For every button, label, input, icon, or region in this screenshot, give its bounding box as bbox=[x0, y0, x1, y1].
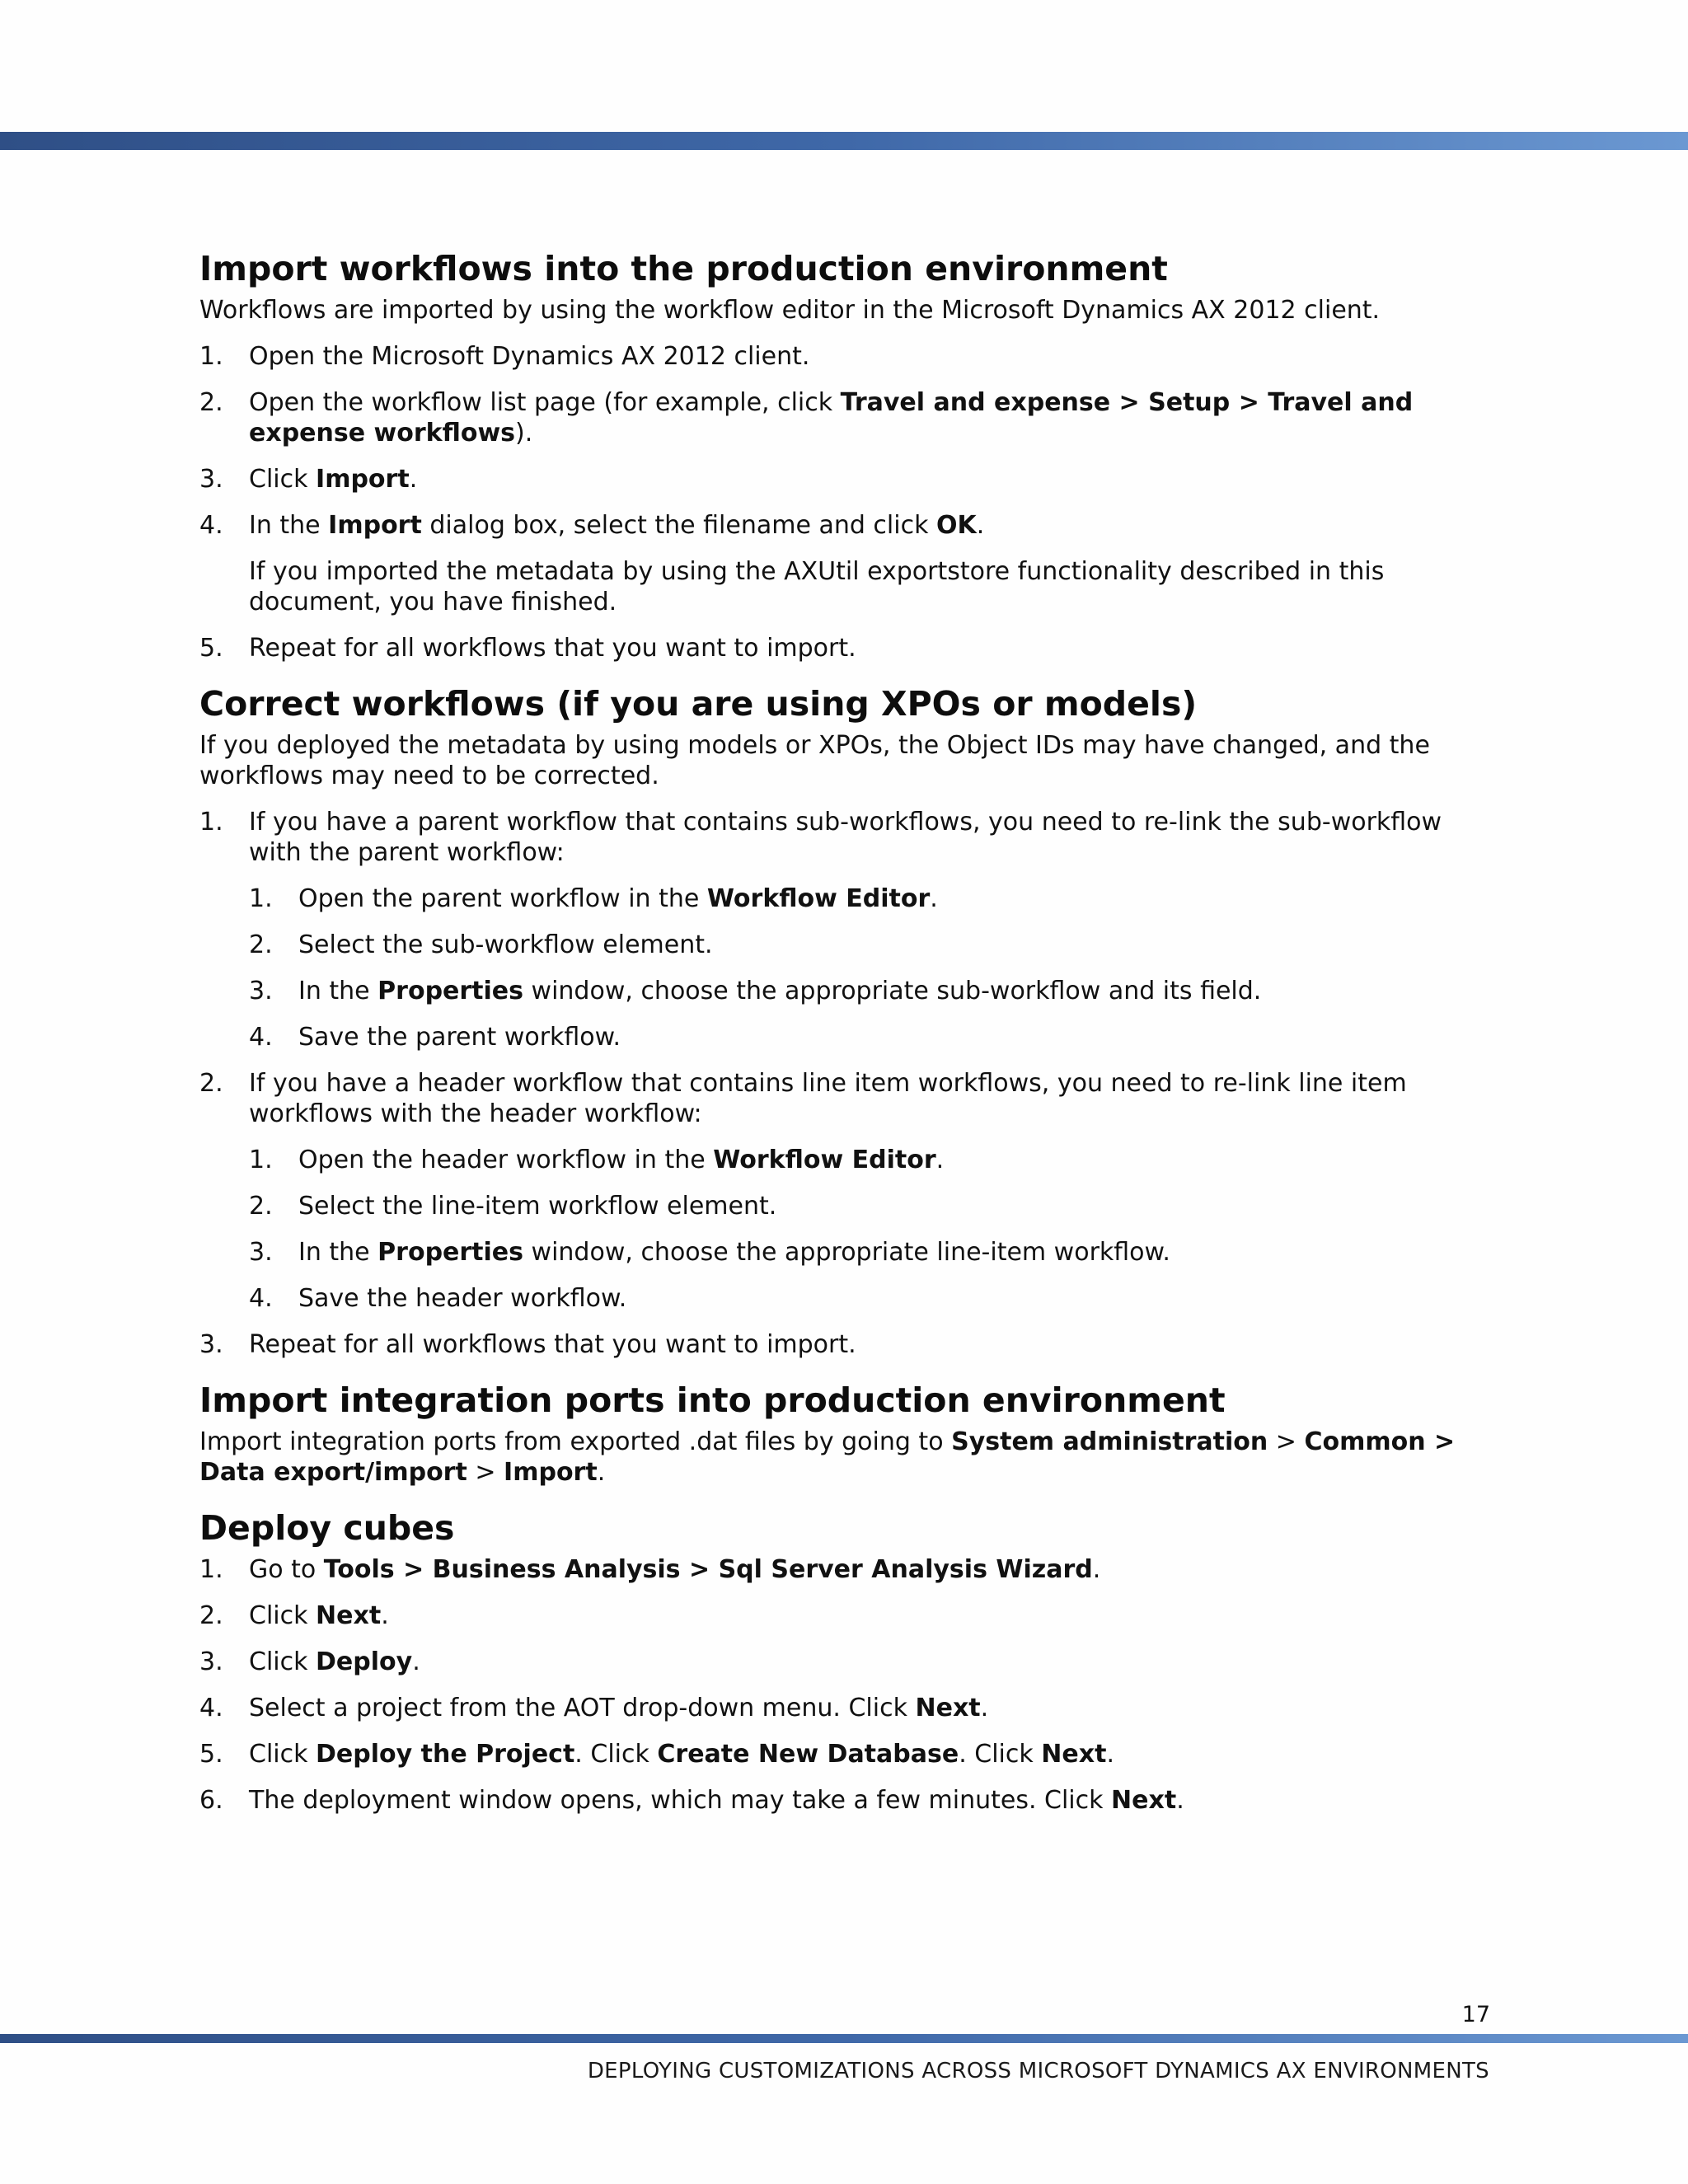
footer-title: DEPLOYING CUSTOMIZATIONS ACROSS MICROSOFT DYNAMICS AX ENVIRONMENTS bbox=[587, 2059, 1489, 2083]
ui-term: Next bbox=[1041, 1740, 1107, 1769]
step-text: In the bbox=[249, 511, 329, 540]
step-text: . Click bbox=[574, 1740, 658, 1769]
menu-path: Travel and expense > Setup > Travel and expense workflows bbox=[249, 388, 1414, 448]
step-text: Open the workflow list page (for example, click bbox=[249, 388, 841, 417]
footer-band bbox=[0, 2034, 1688, 2043]
step-text: . bbox=[1106, 1740, 1114, 1769]
ui-term: Workflow Editor bbox=[713, 1146, 936, 1174]
list-item bbox=[249, 930, 1502, 960]
menu-path: Tools > Business Analysis > Sql Server Analysis Wizard bbox=[323, 1555, 1093, 1584]
correct-workflows-steps bbox=[199, 807, 1502, 1360]
step-text: Open the header workflow in the bbox=[298, 1146, 714, 1174]
list-item bbox=[199, 633, 1502, 663]
ui-term: Deploy the Project bbox=[316, 1740, 575, 1769]
list-item bbox=[199, 341, 1502, 372]
step-text: dialog box, select the filename and click bbox=[421, 511, 936, 540]
list-item bbox=[199, 1739, 1502, 1769]
step-number: 4. bbox=[249, 1284, 273, 1313]
section-heading-correct-workflows: Correct workflows (if you are using XPOs or models) bbox=[199, 684, 1198, 724]
step-text: . bbox=[930, 884, 938, 913]
sub-steps bbox=[249, 883, 1502, 1052]
step-text: window, choose the appropriate line-item workflow. bbox=[523, 1238, 1170, 1267]
ui-term: Properties bbox=[377, 977, 524, 1005]
list-item bbox=[199, 1329, 1502, 1360]
step-number: 5. bbox=[199, 1740, 223, 1769]
step-text: Select the sub-workflow element. bbox=[298, 930, 713, 959]
step-text: Go to bbox=[249, 1555, 324, 1584]
ui-term: Workflow Editor bbox=[706, 884, 931, 913]
ui-term: Import bbox=[316, 465, 410, 494]
step-number: 2. bbox=[199, 1601, 223, 1630]
step-number: 6. bbox=[199, 1786, 223, 1815]
step-text: . bbox=[1092, 1555, 1101, 1584]
step-text: . bbox=[381, 1601, 389, 1630]
menu-path: Common > Data export/import bbox=[199, 1427, 1456, 1487]
step-text: Open the parent workflow in the bbox=[298, 884, 707, 913]
list-item bbox=[199, 1647, 1502, 1677]
ui-term: OK bbox=[935, 511, 977, 540]
step-number: 3. bbox=[249, 977, 273, 1005]
page-content bbox=[199, 244, 1502, 1831]
step-text: Click bbox=[249, 1740, 316, 1769]
step-text: . bbox=[976, 511, 985, 540]
list-item bbox=[199, 807, 1502, 1052]
step-number: 2. bbox=[199, 388, 223, 417]
step-number: 1. bbox=[199, 808, 223, 837]
list-item bbox=[199, 510, 1502, 617]
step-text: The deployment window opens, which may take a few minutes. Click bbox=[249, 1786, 1112, 1815]
section-heading-deploy-cubes: Deploy cubes bbox=[199, 1508, 455, 1548]
import-workflows-steps bbox=[199, 341, 1502, 663]
menu-path: Import bbox=[504, 1458, 598, 1487]
step-text: window, choose the appropriate sub-workflow and its field. bbox=[523, 977, 1262, 1005]
section-intro bbox=[199, 1427, 1502, 1488]
step-text: Save the header workflow. bbox=[298, 1284, 627, 1313]
step-text: Select the line-item workflow element. bbox=[298, 1192, 777, 1221]
list-item bbox=[249, 1237, 1502, 1268]
ui-term: Create New Database bbox=[657, 1740, 959, 1769]
section-heading-import-workflows: Import workflows into the production environment bbox=[199, 249, 1168, 288]
list-item bbox=[249, 1022, 1502, 1052]
step-text: In the bbox=[298, 1238, 378, 1267]
list-item bbox=[199, 1785, 1502, 1816]
list-item bbox=[249, 883, 1502, 914]
step-text: Repeat for all workflows that you want to import. bbox=[249, 634, 856, 663]
ui-term: Next bbox=[316, 1601, 382, 1630]
step-number: 3. bbox=[199, 1330, 223, 1359]
step-number: 3. bbox=[199, 1647, 223, 1676]
step-text: . bbox=[980, 1694, 989, 1722]
step-text: ). bbox=[515, 419, 533, 448]
step-number: 4. bbox=[249, 1023, 273, 1052]
step-text: . Click bbox=[959, 1740, 1042, 1769]
step-number: 1. bbox=[249, 1146, 273, 1174]
path-separator: > bbox=[467, 1458, 504, 1487]
section-intro: If you deployed the metadata by using models or XPOs, the Object IDs may have changed, and the workflows may need to be corrected. bbox=[199, 731, 1430, 790]
step-number: 1. bbox=[199, 342, 223, 371]
step-number: 5. bbox=[199, 634, 223, 663]
step-text: Save the parent workflow. bbox=[298, 1023, 621, 1052]
list-item bbox=[199, 1693, 1502, 1723]
list-item bbox=[199, 1554, 1502, 1585]
path-separator: > bbox=[1268, 1427, 1305, 1456]
step-number: 3. bbox=[249, 1238, 273, 1267]
step-text: . bbox=[1176, 1786, 1184, 1815]
step-text: Click bbox=[249, 1647, 316, 1676]
intro-text: Import integration ports from exported .dat files by going to bbox=[199, 1427, 952, 1456]
ui-term: Properties bbox=[377, 1238, 524, 1267]
list-item bbox=[249, 976, 1502, 1006]
step-number: 2. bbox=[249, 930, 273, 959]
step-number: 4. bbox=[199, 1694, 223, 1722]
step-text: Click bbox=[249, 465, 316, 494]
list-item bbox=[199, 1068, 1502, 1314]
step-number: 1. bbox=[249, 884, 273, 913]
list-item bbox=[199, 464, 1502, 494]
step-number: 2. bbox=[249, 1192, 273, 1221]
header-band bbox=[0, 132, 1688, 150]
step-text: . bbox=[412, 1647, 420, 1676]
step-number: 4. bbox=[199, 511, 223, 540]
page-number: 17 bbox=[1461, 2002, 1490, 2027]
step-note: If you imported the metadata by using the AXUtil exportstore functionality described in this document, you have finished. bbox=[249, 557, 1385, 616]
step-text: . bbox=[409, 465, 418, 494]
step-text: Select a project from the AOT drop-down menu. Click bbox=[249, 1694, 916, 1722]
sub-steps bbox=[249, 1145, 1502, 1314]
list-item bbox=[249, 1283, 1502, 1314]
ui-term: Next bbox=[1111, 1786, 1177, 1815]
step-number: 2. bbox=[199, 1069, 223, 1098]
intro-text: . bbox=[597, 1458, 606, 1487]
ui-term: Deploy bbox=[316, 1647, 413, 1676]
section-intro: Workflows are imported by using the workflow editor in the Microsoft Dynamics AX 2012 client. bbox=[199, 296, 1381, 325]
ui-term: Import bbox=[328, 511, 422, 540]
step-text: Repeat for all workflows that you want to import. bbox=[249, 1330, 856, 1359]
step-text: Open the Microsoft Dynamics AX 2012 client. bbox=[249, 342, 810, 371]
list-item bbox=[249, 1145, 1502, 1175]
step-text: Click bbox=[249, 1601, 316, 1630]
step-text: In the bbox=[298, 977, 378, 1005]
list-item bbox=[199, 387, 1502, 448]
step-text: If you have a header workflow that contains line item workflows, you need to re-link line item workflows with the header workflow: bbox=[249, 1069, 1407, 1128]
step-text: . bbox=[935, 1146, 945, 1174]
ui-term: Next bbox=[915, 1694, 981, 1722]
list-item bbox=[199, 1601, 1502, 1631]
deploy-cubes-steps bbox=[199, 1554, 1502, 1816]
step-number: 3. bbox=[199, 465, 223, 494]
section-heading-import-integration-ports: Import integration ports into production environment bbox=[199, 1380, 1226, 1420]
step-text: If you have a parent workflow that contains sub-workflows, you need to re-link the sub-workflow with the parent workflow: bbox=[249, 808, 1442, 867]
step-number: 1. bbox=[199, 1555, 223, 1584]
list-item bbox=[249, 1191, 1502, 1221]
menu-path: System administration bbox=[951, 1427, 1268, 1456]
